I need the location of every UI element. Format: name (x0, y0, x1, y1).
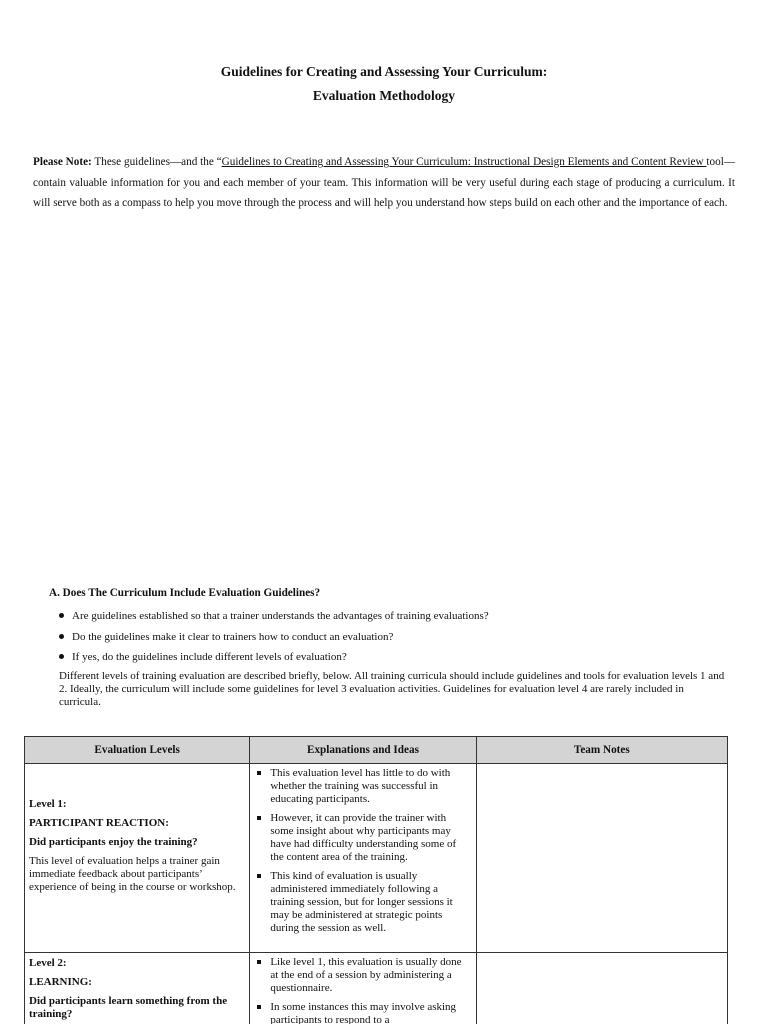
list-item: Are guidelines established so that a trainer understands the advantages of training evaluations? (58, 606, 489, 627)
list-item: Do the guidelines make it clear to trainers how to conduct an evaluation? (58, 627, 489, 648)
team-notes-cell[interactable] (476, 764, 727, 953)
header-team-notes: Team Notes (476, 737, 727, 764)
evaluation-levels-intro: Different levels of training evaluation are described briefly, below. All training curricula should include guidelines and tools for evaluation levels 1 and 2. Ideally, the curriculum will include some guidelines for level 3 evaluation activities. Guidelines for evaluation level 4 are rarely included in curricula. (59, 670, 725, 708)
document-subtitle: Evaluation Methodology (312, 88, 456, 103)
table-row (25, 764, 728, 953)
level-number: Level 1: (29, 798, 67, 810)
ideas-cell (250, 953, 476, 1024)
list-item: This kind of evaluation is usually administered immediately following a training session, but for longer sessions it may be administered at strategic points during the session as well. (270, 870, 471, 935)
ideas-cell (250, 764, 476, 953)
table-row (25, 953, 728, 1024)
level-cell (25, 764, 250, 953)
section-a-heading: A. Does The Curriculum Include Evaluation Guidelines? (49, 587, 321, 599)
header-explanations-ideas: Explanations and Ideas (250, 737, 476, 764)
level-name: LEARNING: (29, 976, 92, 988)
evaluation-levels-table (24, 736, 728, 1024)
table-header-row (25, 737, 728, 764)
level-question: Did participants learn something from the training? (29, 995, 228, 1020)
list-item: This evaluation level has little to do with whether the training was successful in educating participants. (270, 767, 471, 806)
level-name: PARTICIPANT REACTION: (29, 817, 169, 829)
level-number: Level 2: (29, 957, 67, 969)
note-label: Please Note: (33, 156, 92, 168)
team-notes-cell[interactable] (476, 953, 727, 1024)
list-item: Like level 1, this evaluation is usually done at the end of a session by administering a questionnaire. (270, 956, 471, 995)
please-note-paragraph (33, 152, 735, 214)
list-item: If yes, do the guidelines include different levels of evaluation? (58, 647, 489, 668)
level-cell (25, 953, 250, 1024)
list-item: In some instances this may involve asking participants to respond to a (270, 1001, 471, 1024)
note-text-end: tool—contain valuable information for you and each member of your team. This information will be very useful during each stage of producing a curriculum. It will serve both as a compass to help you move through the process and will help you understand how steps build on each other and the importance of each. (33, 156, 736, 210)
level-question: Did participants enjoy the training? (29, 836, 198, 848)
note-text-start: These guidelines—and the “ (91, 156, 222, 168)
guidelines-reference-link[interactable]: Guidelines to Creating and Assessing Your Curriculum: Instructional Design Elements and Content Review (221, 156, 707, 168)
document-title: Guidelines for Creating and Assessing Your Curriculum: (220, 64, 548, 79)
header-evaluation-levels: Evaluation Levels (25, 737, 250, 764)
section-a-bullet-list (58, 606, 489, 668)
list-item: However, it can provide the trainer with some insight about why participants may have had difficulty understanding some of the content area of the training. (270, 812, 471, 864)
level-description: This level of evaluation helps a trainer gain immediate feedback about participants’ experience of being in the course or workshop. (29, 855, 236, 893)
